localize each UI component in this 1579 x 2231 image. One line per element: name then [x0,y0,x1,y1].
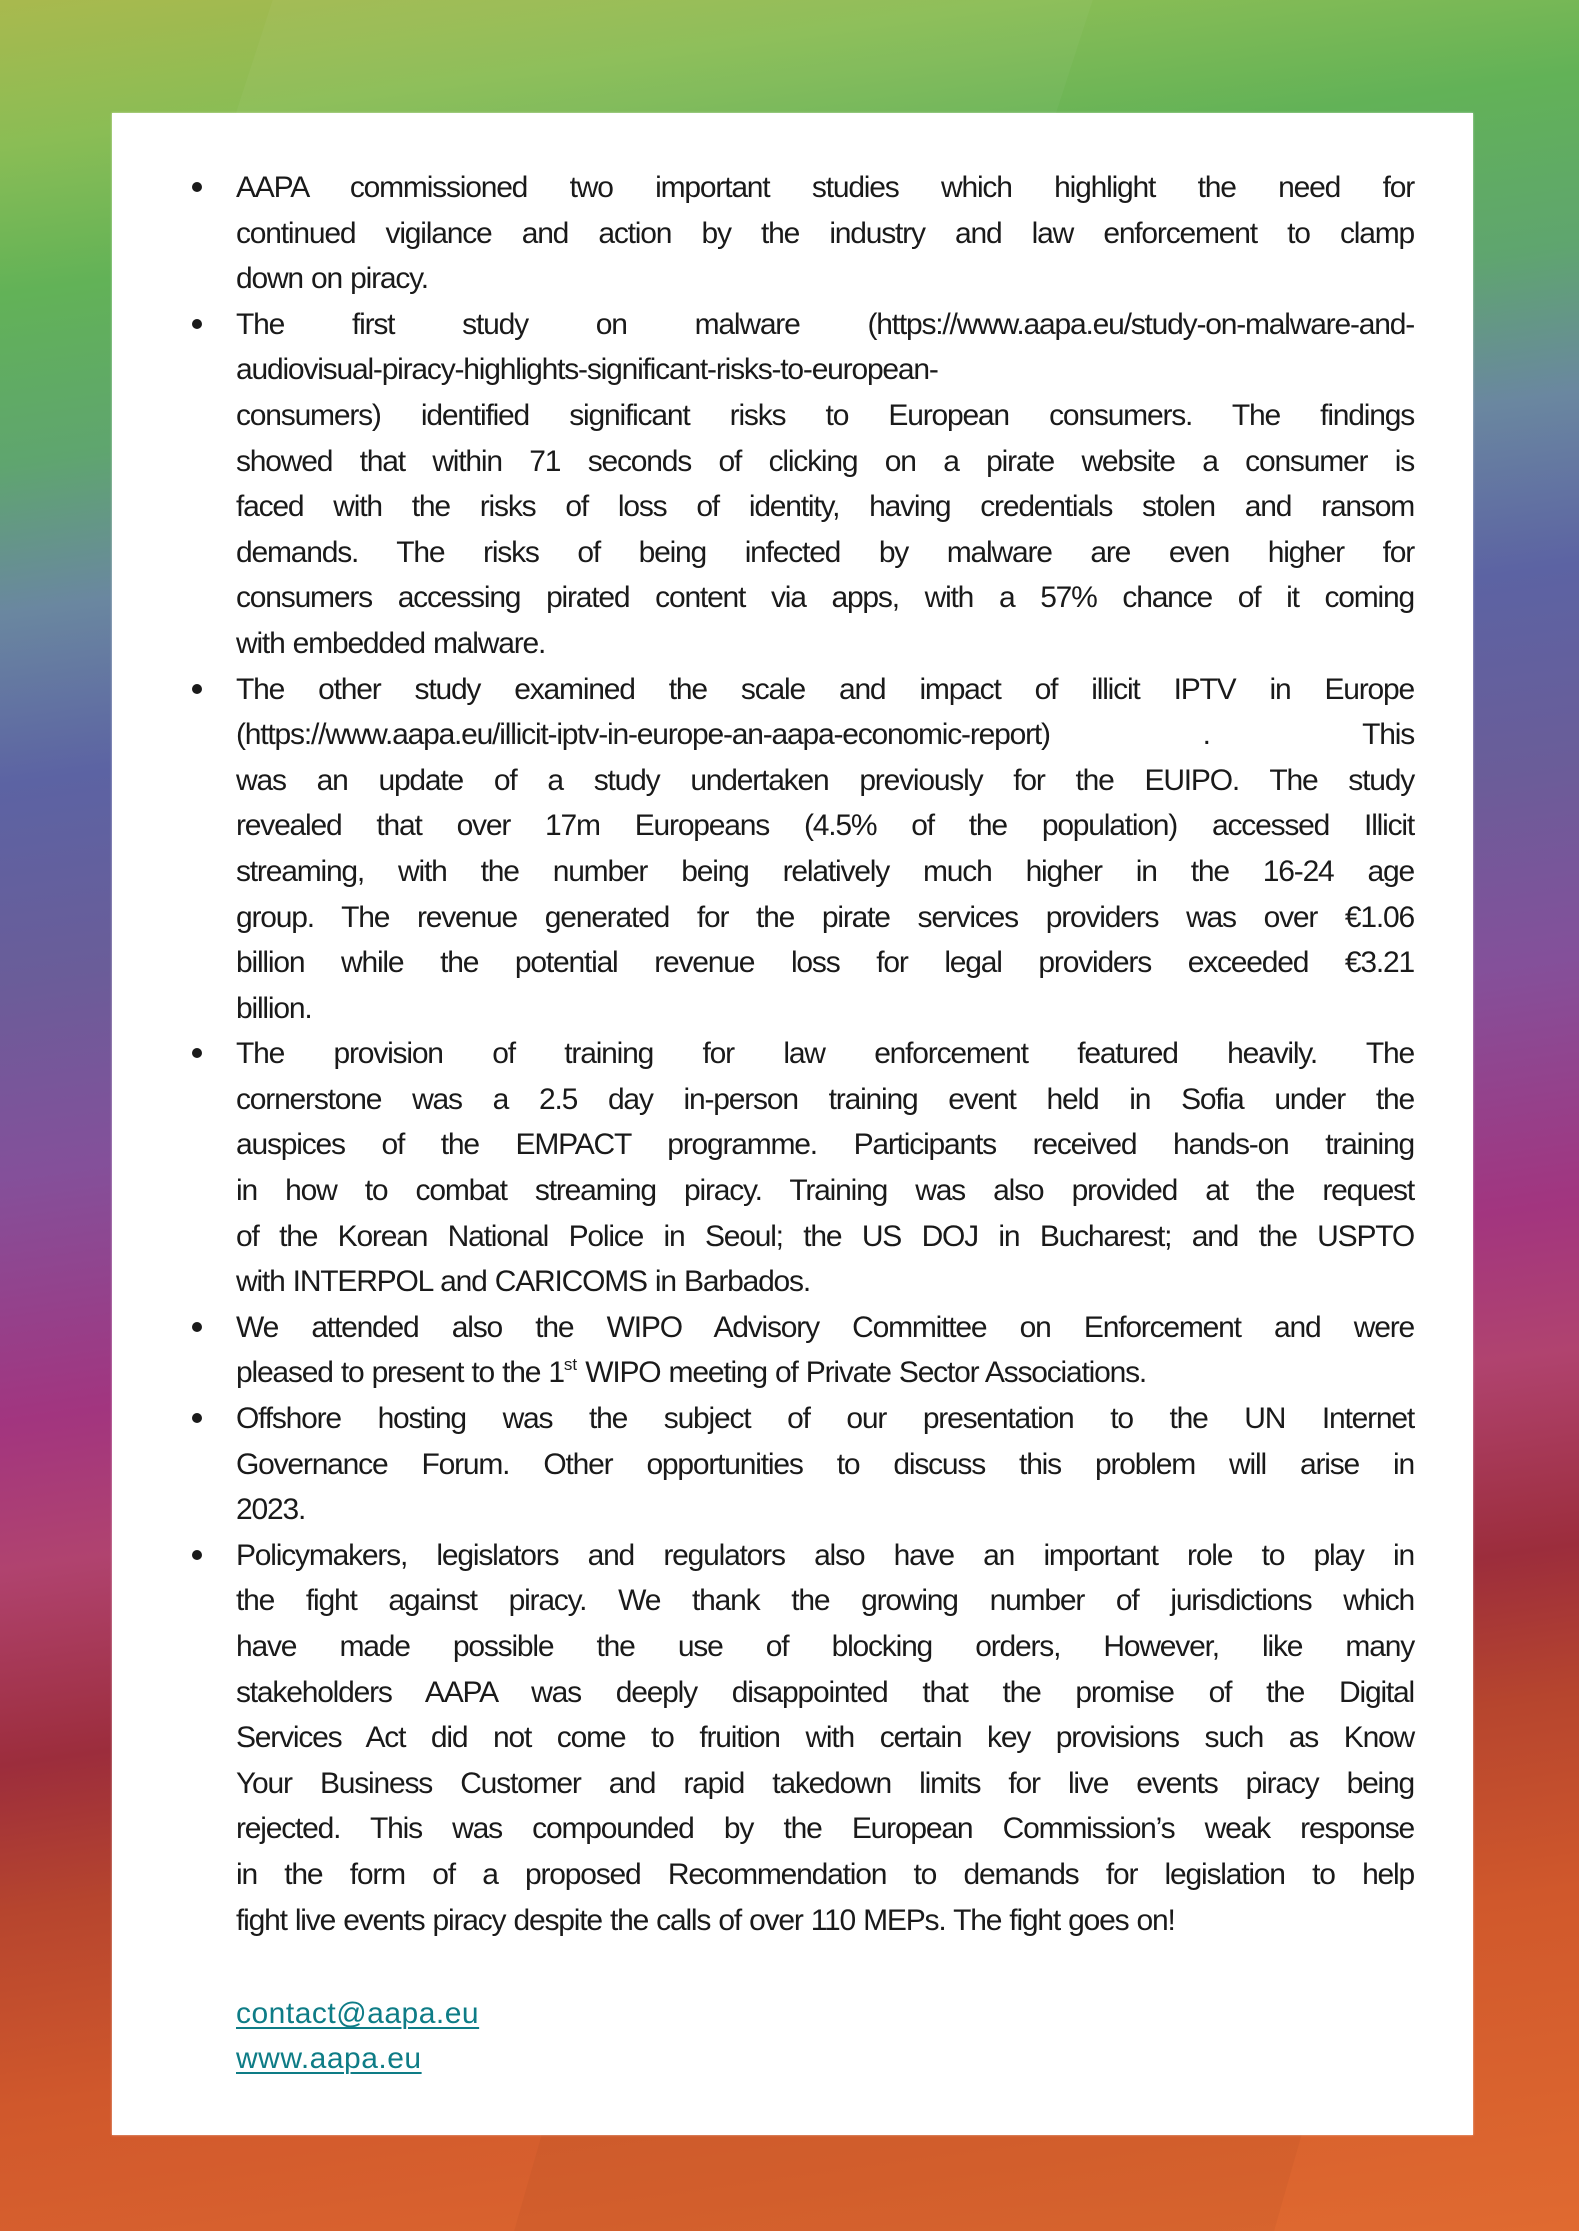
text-line: billion while the potential revenue loss for legal providers exceeded €3.21 [236,946,1414,980]
bullet-icon [192,1413,202,1423]
text-line: demands. The risks of being infected by malware are even higher for [236,535,1414,569]
bullet-icon [192,1550,202,1560]
contact-links [236,1991,1414,2081]
text-line: Your Business Customer and rapid takedown limits for live events piracy being [236,1766,1414,1800]
text-line: 2023. [236,1493,306,1527]
bullet-icon [192,182,202,192]
text-line: Offshore hosting was the subject of our presentation to the UN Internet [236,1402,1414,1436]
ordinal-superscript: st [563,1355,578,1375]
email-link[interactable]: contact@aapa.eu [236,1997,480,2031]
text-line: with embedded malware. [236,626,546,660]
text-line: of the Korean National Police in Seoul; the US DOJ in Bucharest; and the USPTO [236,1219,1414,1253]
background-decoration-bottom [514,2120,1306,2231]
website-link[interactable]: www.aapa.eu [236,2042,422,2076]
text-line: in the form of a proposed Recommendation to demands for legislation to help [236,1857,1414,1891]
text-line: revealed that over 17m Europeans (4.5% of the population) accessed Illicit [236,809,1414,843]
bullet-item-studies-commissioned [236,165,1414,302]
text-line: stakeholders AAPA was deeply disappointed that the promise of the Digital [236,1675,1414,1709]
text-line [236,1350,1414,1396]
document-body [236,165,1414,2081]
text-line: with INTERPOL and CARICOMS in Barbados. [236,1265,810,1299]
text-line: AAPA commissioned two important studies which highlight the need for [236,171,1414,204]
bullet-icon [192,1048,202,1058]
bullet-icon [192,1322,202,1332]
text-line: rejected. This was compounded by the European Commission’s weak response [236,1812,1414,1846]
text-line: The first study on malware (https://www.aapa.eu/study-on-malware-and- [236,307,1414,341]
text-line: was an update of a study undertaken previously for the EUIPO. The study [236,763,1414,797]
text-line: in how to combat streaming piracy. Training was also provided at the request [236,1174,1414,1208]
text-line: Policymakers, legislators and regulators also have an important role to play in [236,1538,1414,1572]
text-line: the fight against piracy. We thank the growing number of jurisdictions which [236,1584,1414,1618]
bullet-item-malware-study [236,302,1414,667]
text-line: Services Act did not come to fruition with certain key provisions such as Know [236,1721,1414,1755]
text-line: down on piracy. [236,262,428,296]
text-line: The provision of training for law enforcement featured heavily. The [236,1037,1414,1071]
bullet-item-iptv-study [236,667,1414,1032]
text-line: showed that within 71 seconds of clicking on a pirate website a consumer is [236,444,1414,478]
text-line: group. The revenue generated for the pirate services providers was over €1.06 [236,900,1414,934]
text-line: audiovisual-piracy-highlights-significant-risks-to-european- [236,353,938,387]
text-line: billion. [236,991,312,1025]
text-line: streaming, with the number being relatively much higher in the 16-24 age [236,854,1414,888]
text-line: have made possible the use of blocking orders, However, like many [236,1630,1414,1663]
text-line: consumers) identified significant risks to European consumers. The findings [236,398,1414,432]
bullet-item-offshore-hosting [236,1396,1414,1533]
text-line: auspices of the EMPACT programme. Participants received hands-on training [236,1128,1414,1162]
text-line: The other study examined the scale and impact of illicit IPTV in Europe [236,672,1414,706]
bullet-list [236,165,1414,1943]
content-panel [112,113,1473,2135]
text-line: (https://www.aapa.eu/illicit-iptv-in-europe-an-aapa-economic-report) . This [236,718,1414,752]
text-fragment: pleased to present to the 1 [236,1356,564,1390]
text-line: faced with the risks of loss of identity, having credentials stolen and ransom [236,490,1414,524]
bullet-item-training [236,1031,1414,1305]
text-line: cornerstone was a 2.5 day in-person training event held in Sofia under the [236,1082,1414,1116]
bullet-icon [192,684,202,694]
bullet-icon [192,319,202,329]
text-line: fight live events piracy despite the calls of over 110 MEPs. The fight goes on! [236,1903,1175,1937]
text-line: We attended also the WIPO Advisory Committee on Enforcement and were [236,1310,1414,1344]
bullet-item-wipo [236,1305,1414,1396]
text-line: continued vigilance and action by the industry and law enforcement to clamp [236,216,1414,250]
bullet-item-policymakers [236,1533,1414,1943]
text-line: consumers accessing pirated content via apps, with a 57% chance of it coming [236,581,1414,615]
text-fragment: WIPO meeting of Private Sector Associations. [577,1356,1147,1390]
text-line: Governance Forum. Other opportunities to discuss this problem will arise in [236,1447,1414,1481]
